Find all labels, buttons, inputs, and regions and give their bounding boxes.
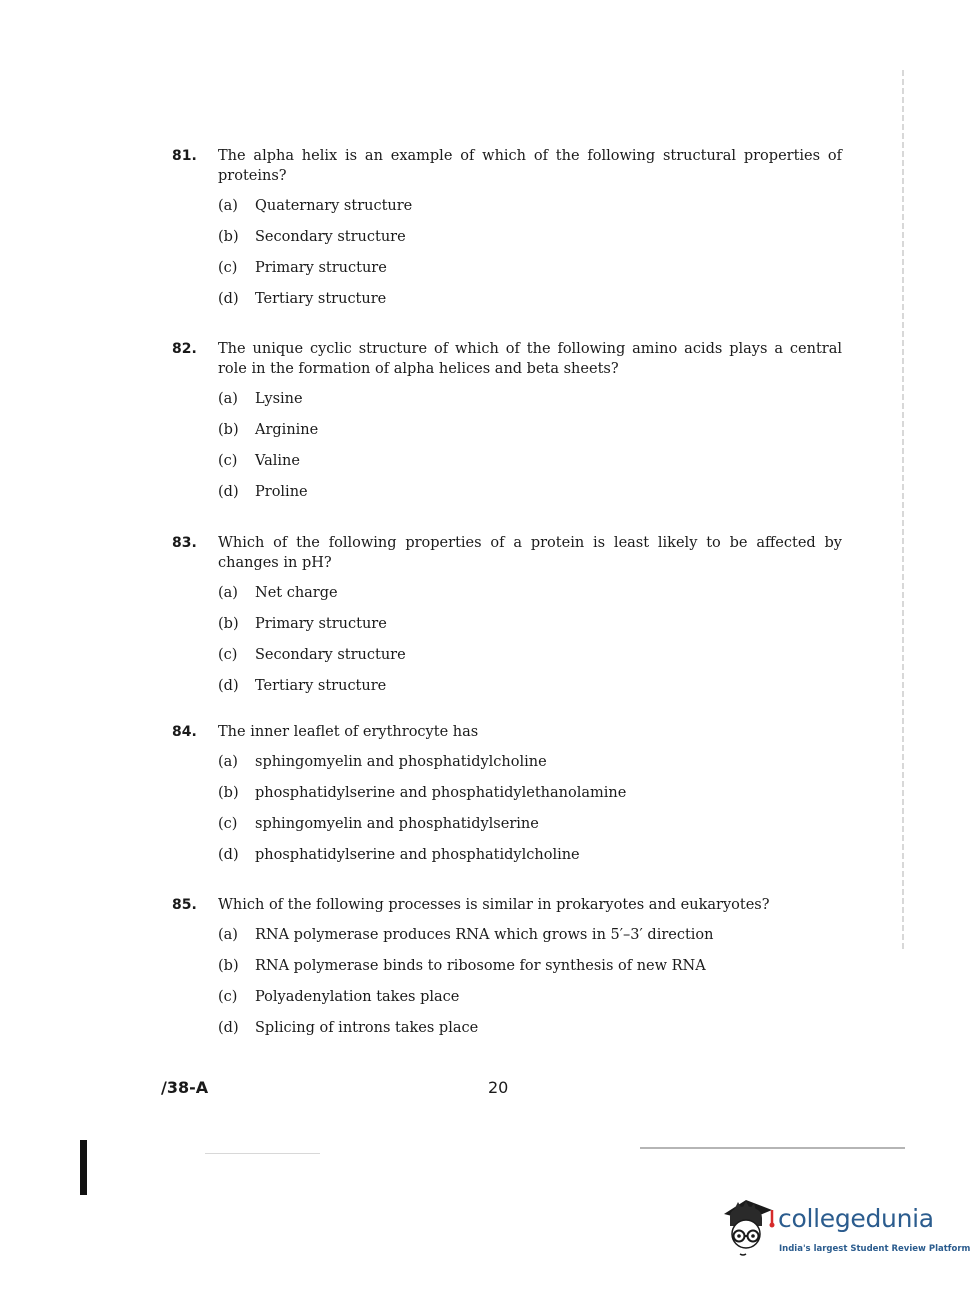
options-list [218,389,842,513]
option-d [218,845,842,876]
scan-line-artifact [640,1147,905,1149]
option-c [218,987,842,1018]
question-number: 81. [172,148,197,164]
option-label: (a) [218,754,238,770]
option-b [218,783,842,814]
question-text: Which of the following properties of a protein is least likely to be affected by changes in pH? [218,535,842,571]
option-label: (b) [218,229,239,245]
brand-tagline: India's largest Student Review Platform [779,1244,971,1254]
question-text: The unique cyclic structure of which of the following amino acids plays a central role in the formation of alpha helices and beta sheets? [218,341,842,377]
option-label: (a) [218,198,238,214]
option-text: sphingomyelin and phosphatidylserine [255,816,539,832]
question-number: 84. [172,724,197,740]
option-text: Secondary structure [255,229,406,245]
option-label: (c) [218,260,238,276]
option-d [218,676,842,707]
option-text: RNA polymerase binds to ribosome for synthesis of new RNA [255,958,706,974]
option-text: Primary structure [255,260,387,276]
option-a [218,583,842,614]
question-text: The alpha helix is an example of which of the following structural properties of proteins? [218,148,842,184]
question-number: 82. [172,341,197,357]
scan-line-artifact [205,1153,320,1154]
option-label: (d) [218,1020,239,1036]
option-b [218,227,842,258]
option-text: Arginine [255,422,319,438]
option-text: RNA polymerase produces RNA which grows in 5′–3′ direction [255,927,714,943]
option-label: (c) [218,453,238,469]
option-text: phosphatidylserine and phosphatidylcholine [255,847,580,863]
option-text: Splicing of introns takes place [255,1020,479,1036]
option-text: Net charge [255,585,338,601]
options-list [218,752,842,876]
option-c [218,451,842,482]
option-label: (c) [218,816,238,832]
option-c [218,645,842,676]
option-d [218,482,842,513]
option-label: (c) [218,647,238,663]
scan-edge-artifact [902,70,904,950]
option-b [218,614,842,645]
question-number: 83. [172,535,197,551]
option-a [218,752,842,783]
option-label: (d) [218,678,239,694]
option-a [218,389,842,420]
options-list [218,925,842,1049]
option-label: (b) [218,958,239,974]
page-number: 20 [488,1078,509,1097]
option-text: Lysine [255,391,303,407]
option-label: (d) [218,847,239,863]
paper-code: /38-A [161,1078,209,1097]
question-85 [172,895,842,1049]
option-label: (b) [218,785,239,801]
option-text: Quaternary structure [255,198,413,214]
option-label: (b) [218,616,239,632]
option-text: Tertiary structure [255,291,387,307]
question-number: 85. [172,897,197,913]
option-label: (a) [218,391,238,407]
question-83 [172,533,842,707]
option-c [218,258,842,289]
question-84 [172,722,842,876]
option-text: Secondary structure [255,647,406,663]
option-text: Polyadenylation takes place [255,989,460,1005]
option-text: Tertiary structure [255,678,387,694]
option-a [218,925,842,956]
option-text: sphingomyelin and phosphatidylcholine [255,754,547,770]
option-c [218,814,842,845]
option-d [218,1018,842,1049]
option-label: (d) [218,291,239,307]
option-label: (a) [218,585,238,601]
question-81 [172,146,842,320]
option-text: phosphatidylserine and phosphatidylethanolamine [255,785,627,801]
option-label: (d) [218,484,239,500]
question-text: Which of the following processes is similar in prokaryotes and eukaryotes? [218,897,770,913]
mascot-icon [716,1196,776,1258]
question-text: The inner leaflet of erythrocyte has [218,724,479,740]
option-text: Valine [255,453,300,469]
collegedunia-watermark [716,1196,971,1266]
option-text: Proline [255,484,308,500]
option-text: Primary structure [255,616,387,632]
question-82 [172,339,842,513]
options-list [218,583,842,707]
option-label: (c) [218,989,238,1005]
options-list [218,196,842,320]
option-b [218,956,842,987]
scan-margin-bar [80,1140,87,1195]
option-b [218,420,842,451]
option-d [218,289,842,320]
brand-name: collegedunia [778,1204,934,1233]
option-label: (b) [218,422,239,438]
option-a [218,196,842,227]
option-label: (a) [218,927,238,943]
